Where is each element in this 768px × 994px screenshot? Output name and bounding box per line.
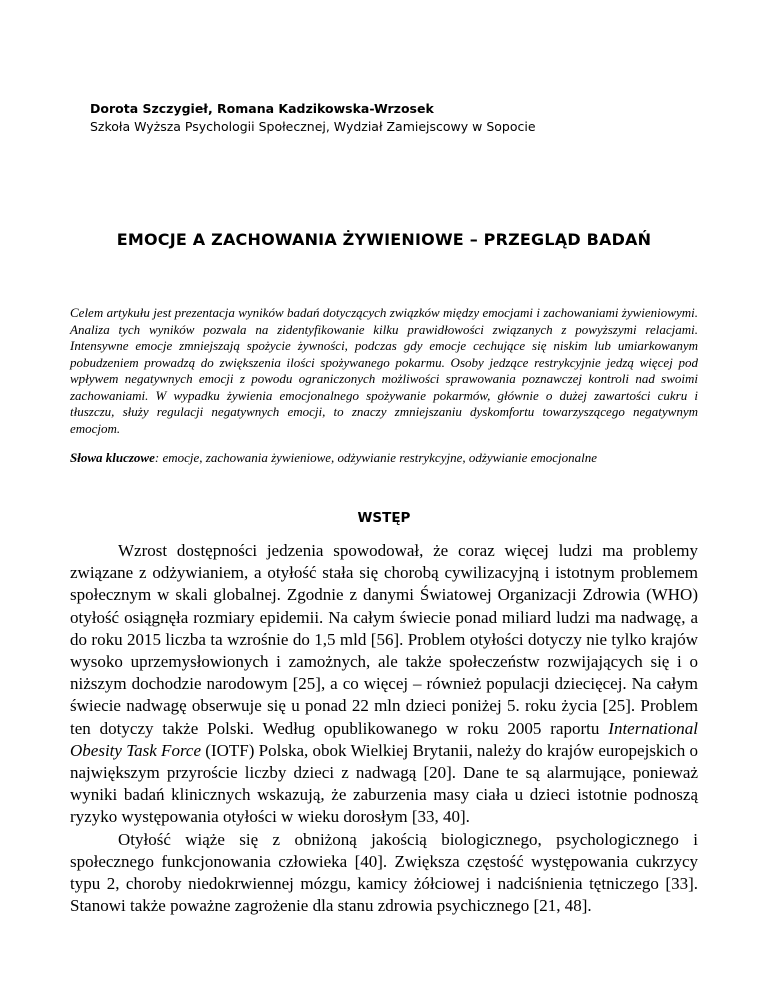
body-text — [70, 540, 698, 917]
section-heading: WSTĘP — [357, 510, 411, 526]
paper-title: EMOCJE A ZACHOWANIA ŻYWIENIOWE – PRZEGLĄD BADAŃ — [116, 230, 652, 249]
abstract-text: Celem artykułu jest prezentacja wyników badań dotyczących związków między emocjami i zachowaniami żywieniowymi. Analiza tych wyników pozwala na zidentyfikowanie kilku prawidłowości związanych z powyższymi relacjami. Intensywne emocje zmniejszają spożycie żywności, podczas gdy emocje cechujące się niskim lub umiarkowanym pobudzeniem prowadzą do zwiększenia ilości spożywanego pokarmu. Osoby jedzące restrykcyjnie jedzą więcej pod wpływem negatywnych emocji z powodu ograniczonych możliwości sprawowania poznawczej kontroli nad swoimi zachowaniami. W wypadku żywienia emocjonalnego spożywanie pokarmów, głównie o dużej zawartości cukru i tłuszczu, służy regulacji negatywnych emocji, to znaczy zmniejszaniu dyskomfortu towarzyszącego negatywnym emocjom. — [70, 305, 698, 436]
paragraph-1-part-a: Wzrost dostępności jedzenia spowodował, że coraz więcej ludzi ma problemy związane z odżywianiem, a otyłość stała się chorobą cywilizacyjną i istotnym problemem społecznym w skali globalnej. Zgodnie z danymi Światowej Organizacji Zdrowia (WHO) otyłość osiągnęła rozmiary epidemii. Na całym świecie ponad miliard ludzi ma nadwagę, a do roku 2015 liczba ta wzrośnie do 1,5 mld [56]. Problem otyłości dotyczy nie tylko krajów wysoko uprzemysłowionych i zamożnych, ale także społeczeństw rozwijających się i o niższym dochodzie narodowym [25], a co więcej – również populacji dziecięcej. Na całym świecie nadwagę obserwuje się u ponad 22 mln dzieci poniżej 5. roku życia [25]. Problem ten dotyczy także Polski. Według opublikowanego w roku 2005 raportu — [70, 541, 698, 738]
author-names: Dorota Szczygieł, Romana Kadzikowska-Wrzosek — [90, 101, 434, 116]
author-block — [90, 100, 690, 136]
paragraph-1-italic: International Obesity Task Force — [70, 718, 698, 760]
paragraph-1-part-b: (IOTF) Polska, obok Wielkiej Brytanii, należy do krajów europejskich o największym przyroście liczby dzieci z nadwagą [20]. Dane te są alarmujące, ponieważ wyniki badań klinicznych wskazują, że zaburzenia masy ciała u dzieci istotnie podnoszą ryzyko występowania otyłości w wieku dorosłym [33, 40]. — [70, 740, 698, 827]
keywords-label: Słowa kluczowe — [70, 450, 155, 465]
abstract — [70, 305, 698, 437]
keywords — [70, 450, 698, 467]
paragraph-1 — [70, 540, 698, 829]
keywords-text: : emocje, zachowania żywieniowe, odżywianie restrykcyjne, odżywianie emocjonalne — [154, 450, 598, 465]
author-affiliation: Szkoła Wyższa Psychologii Społecznej, Wydział Zamiejscowy w Sopocie — [90, 119, 536, 134]
paragraph-2: Otyłość wiąże się z obniżoną jakością biologicznego, psychologicznego i społecznego funkcjonowania człowieka [40]. Zwiększa częstość występowania cukrzycy typu 2, choroby niedokrwiennej mózgu, kamicy żółciowej i nadciśnienia tętniczego [33]. Stanowi także poważne zagrożenie dla stanu zdrowia psychicznego [21, 48]. — [70, 829, 698, 916]
